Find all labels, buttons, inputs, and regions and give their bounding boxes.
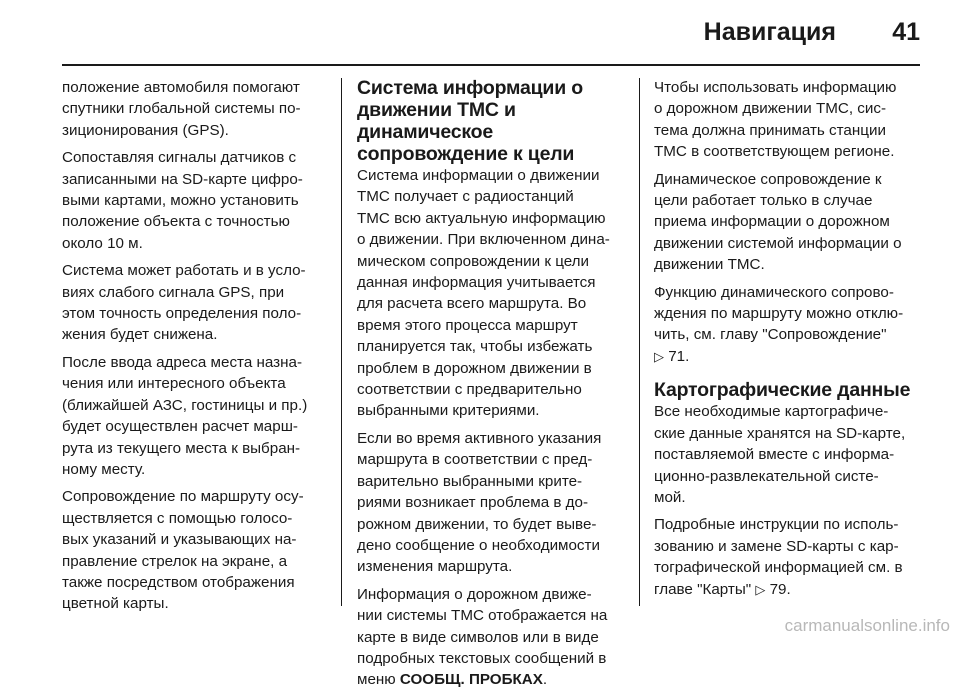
column-1 <box>62 77 330 621</box>
page-reference-link[interactable] <box>755 581 790 598</box>
text-line: TMC всю актуальную информацию <box>357 209 606 227</box>
text-line: тема должна принимать станции <box>654 121 886 139</box>
text-line: спутники глобальной системы по- <box>62 100 301 118</box>
text-line: мическом сопровождении к цели <box>357 252 590 270</box>
page-reference-arrow-icon: ▷ <box>755 581 766 597</box>
text-line: рожном движении, то будет выве- <box>357 515 597 533</box>
paragraph <box>357 165 627 422</box>
text-line: варительно выбранными крите- <box>357 472 583 490</box>
column-divider-2 <box>639 78 640 606</box>
text-line: Динамическое сопровождение к <box>654 170 882 188</box>
text-line: этом точность определения поло- <box>62 305 302 323</box>
menu-name-traffic-messages: СООБЩ. ПРОБКАХ <box>399 671 543 689</box>
text-line: положение объекта с точностью <box>62 213 290 231</box>
reference-page: 79. <box>769 580 791 598</box>
column-divider-1 <box>341 78 342 606</box>
text-fragment: главе "Карты" <box>654 580 756 598</box>
text-line <box>654 579 926 600</box>
text-line: Сопровождение по маршруту осу- <box>62 488 304 506</box>
text-line: о движении. При включенном дина- <box>357 231 610 249</box>
heading-line: Система информации о <box>357 77 583 99</box>
text-line: вых указаний и указывающих на- <box>62 531 297 549</box>
text-line: Если во время активного указания <box>357 429 602 447</box>
paragraph <box>62 77 330 141</box>
paragraph <box>654 77 926 163</box>
text-line: TMC получает с радиостанций <box>357 188 574 206</box>
text-line: около 10 м. <box>62 234 143 252</box>
section-heading-map-data: Картографические данные <box>654 379 911 402</box>
text-line: Информация о дорожном движе- <box>357 585 592 603</box>
text-line: дено сообщение о необходимости <box>357 536 600 554</box>
heading-line: движении TMC и <box>357 99 516 121</box>
watermark: carmanualsonline.info <box>784 616 950 635</box>
page-reference-link[interactable] <box>654 346 926 367</box>
text-line: также посредством отображения <box>62 573 295 591</box>
text-line: для расчета всего маршрута. Во <box>357 295 587 313</box>
text-line: цели работает только в случае <box>654 192 873 210</box>
text-line: чения или интересного объекта <box>62 375 286 393</box>
text-line <box>357 669 627 690</box>
text-line: правление стрелок на экране, а <box>62 552 288 570</box>
paragraph <box>62 486 330 614</box>
text-line: зованию и замене SD-карты с кар- <box>654 537 899 555</box>
text-line: планируется так, чтобы избежать <box>357 338 593 356</box>
text-line: Подробные инструкции по исполь- <box>654 516 899 534</box>
section-heading-tmc <box>357 77 627 165</box>
text-line: ществляется с помощью голосо- <box>62 509 293 527</box>
reference-page: 71. <box>668 347 690 365</box>
heading-line: динамическое <box>357 121 494 143</box>
page-header <box>62 18 920 66</box>
text-line: рута из текущего места к выбран- <box>62 439 301 457</box>
text-line: положение автомобиля помогают <box>62 79 300 96</box>
page-number: 41 <box>892 18 920 46</box>
text-line: Функцию динамического сопрово- <box>654 283 894 301</box>
text-line: мой. <box>654 488 686 506</box>
text-line: изменения маршрута. <box>357 558 513 576</box>
text-line: выбранными критериями. <box>357 402 540 420</box>
text-line: После ввода адреса места назна- <box>62 353 303 371</box>
text-line: движении системой информации о <box>654 234 902 252</box>
text-line: цветной карты. <box>62 595 169 613</box>
paragraph <box>654 514 926 600</box>
text-line: Система может работать и в усло- <box>62 262 306 280</box>
text-line: TMC в соответствующем регионе. <box>654 143 895 161</box>
text-line: маршрута в соответствии с пред- <box>357 451 593 469</box>
text-line: ционно-развлекательной систе- <box>654 467 879 485</box>
text-fragment: . <box>542 671 548 689</box>
column-2 <box>357 77 627 697</box>
text-line: о дорожном движении TMC, сис- <box>654 100 887 118</box>
text-line: подробных текстовых сообщений в <box>357 649 607 667</box>
text-line: движении TMC. <box>654 256 765 274</box>
column-3 <box>654 77 926 606</box>
section-title: Навигация <box>703 18 836 46</box>
text-line: (ближайшей АЗС, гостиницы и пр.) <box>62 396 308 414</box>
paragraph <box>654 282 926 368</box>
paragraph <box>62 147 330 254</box>
text-fragment: меню <box>357 671 400 689</box>
text-line: поставляемой вместе с информа- <box>654 446 895 464</box>
paragraph <box>654 401 926 508</box>
paragraph <box>357 584 627 691</box>
text-line: Сопоставляя сигналы датчиков с <box>62 149 297 167</box>
text-line: жения будет снижена. <box>62 326 218 344</box>
text-line: виях слабого сигнала GPS, при <box>62 283 285 301</box>
text-line: проблем в дорожном движении в <box>357 359 592 377</box>
text-line: ские данные хранятся на SD-карте, <box>654 424 906 442</box>
page-reference-arrow-icon: ▷ <box>654 348 664 364</box>
text-line: данная информация учитывается <box>357 274 596 292</box>
paragraph <box>357 428 627 578</box>
text-line: время этого процесса маршрут <box>357 316 578 334</box>
text-line: зиционирования (GPS). <box>62 121 229 139</box>
text-line: чить, см. главу "Сопровождение" <box>654 326 887 344</box>
text-line: Чтобы использовать информацию <box>654 79 897 96</box>
text-line: риями возникает проблема в до- <box>357 494 589 512</box>
text-line: ному месту. <box>62 460 146 478</box>
text-line: нии системы TMC отображается на <box>357 607 608 625</box>
paragraph <box>654 169 926 276</box>
text-line: тографической информацией см. в <box>654 559 903 577</box>
text-line: ждения по маршруту можно отклю- <box>654 305 904 323</box>
text-line: записанными на SD-карте цифро- <box>62 170 303 188</box>
heading-line: сопровождение к цели <box>357 143 575 165</box>
text-line: соответствии с предварительно <box>357 381 582 399</box>
text-line: выми картами, можно установить <box>62 192 299 210</box>
text-line: Система информации о движении <box>357 167 600 184</box>
text-line: карте в виде символов или в виде <box>357 628 599 646</box>
text-line: будет осуществлен расчет марш- <box>62 418 298 436</box>
text-line: приема информации о дорожном <box>654 213 890 231</box>
text-line: Все необходимые картографиче- <box>654 403 889 421</box>
paragraph <box>62 352 330 480</box>
paragraph <box>62 260 330 346</box>
